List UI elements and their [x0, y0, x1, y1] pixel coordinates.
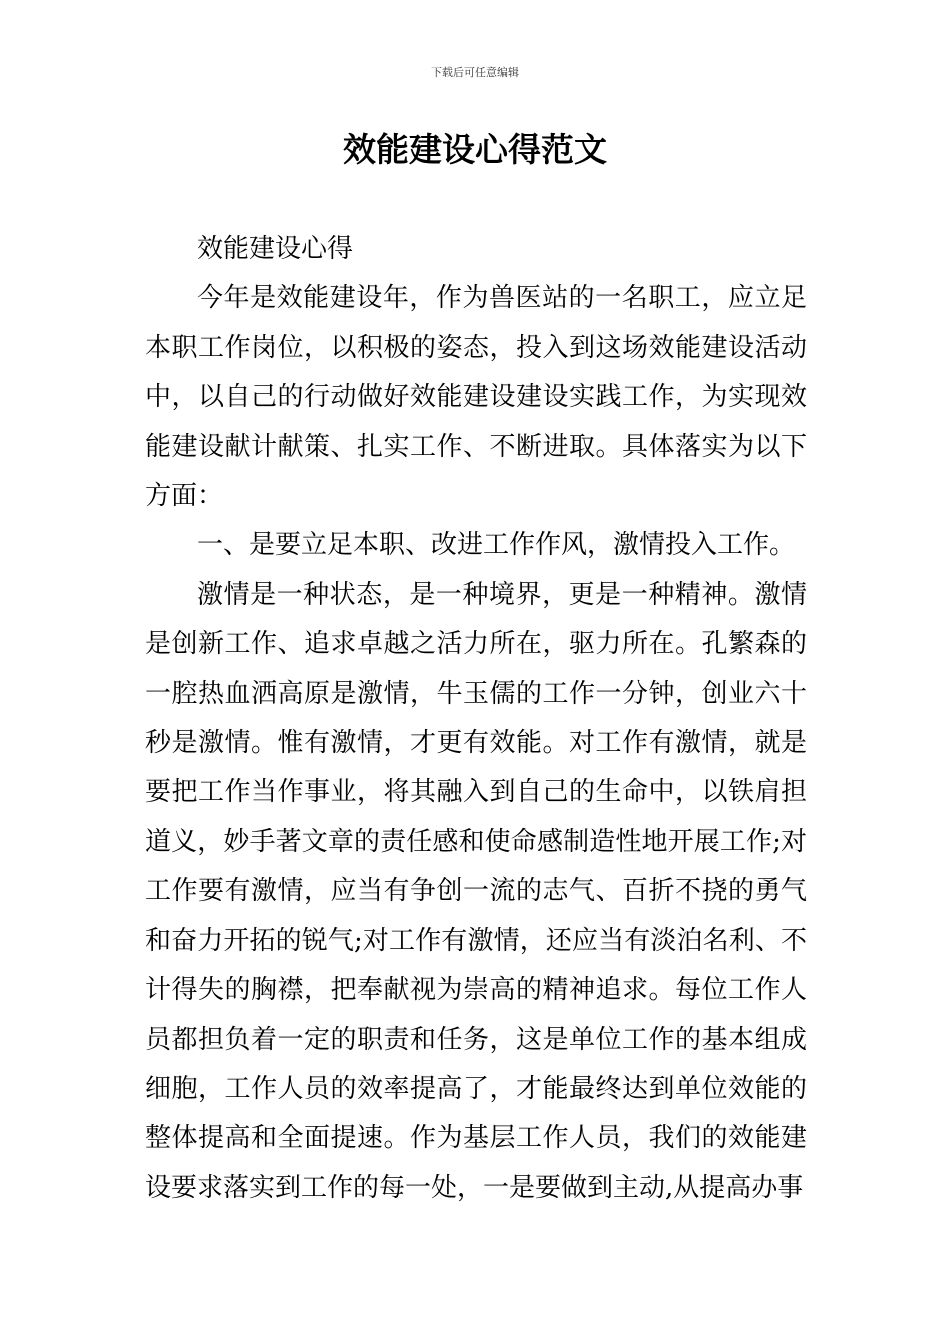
document-title: 效能建设心得范文 [343, 130, 607, 169]
document-body [145, 225, 807, 1213]
paragraph-section-heading: 一、是要立足本职、改进工作作风，激情投入工作。 [197, 530, 796, 561]
paragraph-body: 激情是一种状态，是一种境界，更是一种精神。激情是创新工作、追求卓越之活力所在，驱力所在。孔繁森的一腔热血洒高原是激情，牛玉儒的工作一分钟，创业六十秒是激情。惟有激情，才更有效能。对工作有激情，就是要把工作当作事业，将其融入到自己的生命中，以铁肩担道义，妙手著文章的责任感和使命感制造性地开展工作;对工作要有激情，应当有争创一流的志气、百折不挠的勇气和奋力开拓的锐气;对工作有激情，还应当有淡泊名利、不计得失的胸襟，把奉献视为崇高的精神追求。每位工作人员都担负着一定的职责和任务，这是单位工作的基本组成细胞，工作人员的效率提高了，才能最终达到单位效能的整体提高和全面提速。作为基层工作人员，我们的效能建设要求落实到工作的每一处，一是要做到主动,从提高办事 [145, 579, 807, 1203]
paragraph-subtitle: 效能建设心得 [197, 234, 354, 264]
page-header-note: 下载后可任意编辑 [431, 66, 519, 79]
paragraph-intro: 今年是效能建设年，作为兽医站的一名职工，应立足本职工作岗位，以积极的姿态，投入到这场效能建设活动中，以自己的行动做好效能建设建设实践工作，为实现效能建设献计献策、扎实工作、不断进取。具体落实为以下方面： [145, 283, 807, 512]
